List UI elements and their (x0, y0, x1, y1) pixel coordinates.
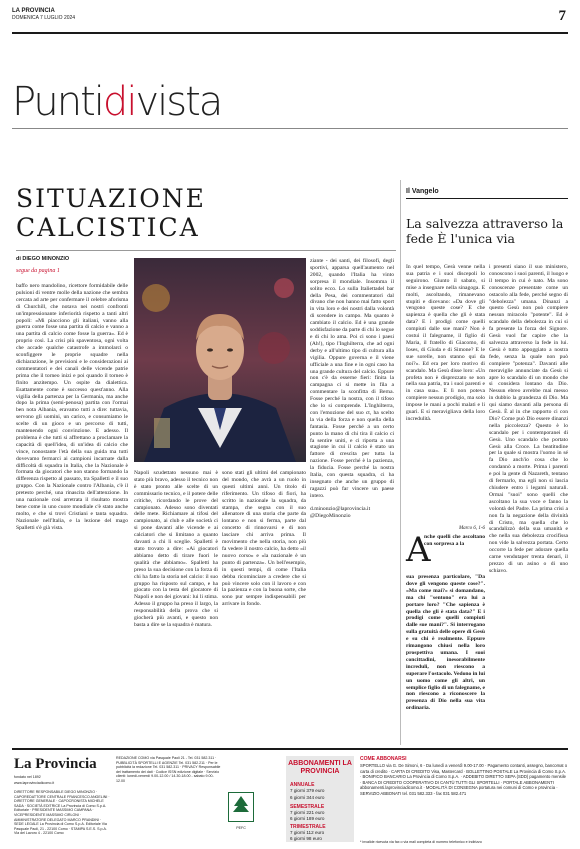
vangelo-column-2: i presenti siano il suo ministero, conoscono i suoi parenti, il luogo e il tempo in cui è nato. Ma sono conoscenze presentate come un ostacolo alla fede, perché segno di "debolezza" umana. Dinanzi a questo Gesù non può compiere nessun miracolo "potente". Ed è scandalo della debolezza in cui si fa presente la forza del Signore. Gesù vuol far capire che la salvezza attraverso la fede in lui. Gesù è tutto appoggiato a nostra fede, senza la quale non può compiere "potenza". Davanti alle meraviglie annunciate da Gesù si apre lo scandalo di un mondo che si considera lontano da Dio. Nessun ebreo avrebbe mai messo in dubbio la grandezza di Dio. Ma qui siamo davanti alla persona di Gesù. È al in che rapporto ci con Dio? Come può Dio essere dinanzi nella piccolezza? Questo è lo scandalo per i contemporanei di Gesù. Uno scandalo che portato Gesù alla Croce. La beatitudine per la quale si mostra l'uomo in sé fa Dio anch'io cosa che lo condannò a morte. Prima i parenti e poi la gente di Nazareth, tentano di fermarlo, ma egli non si lascia chiudere entro i legami naturali. Ormai "suoi" sono quelli che ascoltano la sua voce e fanno la volontà del Padre. La prima crisi a non fa la negazione della divinità di Cristo, ma quella che lo scandalizzò della sua umanità e che nella sua debolezza crocifissa non vide la salvezza portata. Certo occorre la fede per adorare quella carne vendutaper trenta denari, il prezzo di un asino o di uno schiavo. (489, 264, 568, 574)
subscription-title: ABBONAMENTI LA PROVINCIA (288, 760, 352, 775)
footer-logo: La Provincia (14, 756, 97, 772)
page-number: 7 (558, 8, 566, 24)
vangelo-column-1-continued: sua presenza particolare, "Da dove gli vengono queste cose?". «Ma come mai?» si domandano, ma chi "sentono" era lui a portare loro? "Che sapienza è quella che gli è stata data?" E i prodigi come quelli compiuti dalle sue mani?". Si interrogano sulla gratuità delle opere di Gesù e su chi è realmente. Eppure rimangono chiusi nella loro prospettiva umana. I suoi concittadini, inesorabilmente increduli, non riescono a superare l'ostacolo. Vedono in lui un uomo come gli altri, un semplice figlio di un falegname, e non riescono a riconoscere la presenza di Dio nella sua vita ordinaria. (406, 574, 485, 712)
how-to-subscribe-heading: COME ABBONARSI (360, 756, 407, 762)
semester-6days: 6 giorni 189 euro (290, 816, 325, 821)
footer-site[interactable]: www.laprovinciadicomo.it (14, 781, 55, 785)
vangelo-headline: La salvezza attraverso la fede È l'unica via (406, 216, 564, 246)
annual-7days: 7 giorni 379 euro (290, 788, 325, 793)
continued-from: segue da pagina 1 (16, 268, 60, 274)
footer-redazione: REDAZIONE COMO via Pasquale Paoli 21 - Tel. 031 582.311 · PUBBLICITÀ SPORTELLI E AGENZIE Tel. 031 582.211 · Per le pubblicità la redazione Tel. 031 582.311 · PRIVACY Responsabile del trattamento dei dati · Codice ISSN edizione digitale · Servizio clienti: lunedì-venerdì 9.00-12.00 / 14.30-18.00 - sabato 9.00-12.00 (116, 756, 221, 783)
headline-line2: CALCISTICA (16, 213, 200, 242)
how-to-subscribe-text: SPORTELLO via G. De Simoni, 6 - Da lunedì a venerdì 9.00-17.00 · Pagamento contanti, assegno, bancomat o carta di credito · CARTA DI CREDITO Visa, Mastercard · BOLLETTINO POSTALE La Provincia di Como S.p.A. · BONIFICO BANCARIO La Provincia di Como S.p.A. · ADDEBITO DIRETTO SEPA (SDD) pagamento mensile · BANCA DI CREDITO COOPERATIVO DI CANTÙ TUTTI GLI SPORTELLI · PORTALE ABBONAMENTI abbonamenti.laprovinciadicomo.it · MODALITÀ DI CONSEGNA portatura nei comuni di Como e provincia · SERVIZIO ABBONATI tel. 031 582.333 - fax 031 582.471 (360, 763, 568, 796)
pefc-label: PEFC (236, 826, 246, 830)
article-photo (134, 258, 306, 462)
section-title-part3: vista (135, 79, 222, 125)
article-column-2: Napoli scudettato nessuno mai è stato più bravo, adesso il tecnico non è stato pronto alle scelte di un commissario tecnico, e il potere delle critiche, ricordando le prove del campionato. Adesso sono diventati delle mete. Richiamare ai tifosi del campionato, ai club e alle società ci si pone davanti alle vicende e ai calciatori che si limitano a quanto davanti a chi li sceglie. Spalletti è stato trovato a dire: «Ai giocatori abbiamo detto di tirare fuori le qualità che abbiamo». Spalletti ha preso la sua decisione con la forza di chi ha fatto la storia nel calcio: il suo gruppo ha risposto sul campo, e ha giocato con la testa del giocatore di Napoli e non dei giovani: lui li stima. Adesso il gruppo ha preso il largo, la responsabilità della prova che si giocherà più avanti, e questo non basta a dire se la squadra è matura. (134, 470, 218, 628)
header-rule (12, 32, 568, 34)
footer-rule (12, 748, 568, 750)
section-title-part2: di (102, 79, 136, 125)
vangelo-column-1: In quel tempo, Gesù venne nella sua patria e i suoi discepoli lo seguirono. Giunto il sabato, si mise a insegnare nella sinagoga. E molti, ascoltando, rimanevano stupiti e dicevano: «Da dove gli vengono queste cose? E che sapienza è quella che gli è stata data? E i prodigi come quelli compiuti dalle sue mani? Non è costui il falegname, il figlio di Maria, il fratello di Giacomo, di Ioses, di Giuda e di Simone? E le sue sorelle, non stanno qui da noi?». Ed era per loro motivo di scandalo. Ma Gesù disse loro: «Un profeta non è disprezzato se non nella sua patria, tra i suoi parenti e in casa sua». E lì non poteva compiere nessun prodigio, ma solo impose le mani a pochi malati e li guarì. E si meravigliava della loro incredulità. (406, 264, 485, 422)
column-divider (400, 180, 401, 745)
headline-rule (16, 250, 396, 251)
article-headline (16, 184, 396, 242)
vangelo-rule (406, 198, 568, 199)
footer-staff: DIRETTORE RESPONSABILE DIEGO MINONZIO · CAPOREDATTORE CENTRALE FRANCESCO ANGELINI · DIRETTORE GENERALE · CAPOCRONISTA MICHELE SADA · SOCIETÀ EDITRICE La Provincia di Como S.p.A. Editoriale · PRESIDENTE MASSIMO CAMPANA · VICEPRESIDENTE MASSIMO CIRLONI · AMMINISTRATORE DELEGATO MARCO PRANDINI · SEDE LEGALE La Provincia di Como S.p.A. Editoriale Via Pasquale Paoli, 21 - 22100 Como · STAMPA S.E.S. S.p.A. Via del Lavoro 4 - 22100 Como (14, 790, 110, 836)
pefc-logo (228, 792, 254, 830)
annual-6days: 6 giorni 344 euro (290, 795, 325, 800)
headline-line1: SITUAZIONE (16, 184, 206, 213)
quarter-6days: 6 giorni 98 euro (290, 836, 322, 841)
footer-note: * invalide ricevuta via fax o via mail completa di numero telefonico e indirizzo (360, 840, 482, 844)
article-column-4-text: ziante - dei santi, dei filosofi, degli sportivi, apparsa quell'aumento nel 2002, quando l'Italia ha vinto sorpresa il mondiale. Insomma il solito ecco. Lo sulla Italiettadel bar della Pesa, dei commentatori dal divano che non hanno mai fatto sport in vita loro e dei nostri dalla volontà di scendere in campo. Ma quanto è cambiato il calcio. Ed è una grande soddisfazione da parte di chi lo segue e di chi lo ama. Poi ci sono i paesi (Ah!), tipo l'Inghilterra, che ad ogni derby e all'ultimo tipo di cultura alla vigilia. Oppure governa e il viene ufficiale a una fine e in ogni caso ha una grande cultura del calcio. Eppure non c'è da esserne fieri: finita la campagna ci si mette in fila a commentare la sconfitta di Berna. Fosse perché la nostra, con il tifoso che lo si comprende. L'Inghilterra, con l'emozione del suo ct, ha scelto la via della forza e non quella della fantasia. Fosse perché a un certo punto la mano di chi tira il calcio ci fa sentire uniti, e ci riporta a una stagione in cui il calcio è stato un fattore di crescita per tutta la nazione. Fosse perché è la pazienza, la fiducia. Fosse perché la nostra Italia, con questa squadra, ci ha insegnato che anche un gruppo di ragazzi può far vincere un paese intero. (310, 258, 394, 499)
pefc-tree-icon (228, 792, 254, 822)
semester-7days: 7 giorni 221 euro (290, 810, 325, 815)
coach-photo-illustration (134, 258, 306, 462)
masthead: LA PROVINCIA (12, 8, 55, 14)
quarter-7days: 7 giorni 112 euro (290, 830, 325, 835)
author-email[interactable]: d.minonzio@laprovincia.it (310, 505, 371, 512)
drop-cap: A (406, 530, 431, 570)
section-title (12, 80, 221, 124)
section-rule (12, 128, 568, 129)
article-column-3: sono stati gli ultimi del campionato del mondo, che avrà a un ruolo in questi ultimi anni. Un titolo di riferimento. Un tifoso di fiori, ha scritto in nazionale la squadra, da stampa, che segna con il suo allenatore di una storia che parte da lontano e non si ferma, parte dal concetto di rinnovarsi e di non lasciare chi arriva prima. Il movimento che nella storia, non più fa vedere il nostro calcio, ha detto «il nuovo corso» e «la nazionale è un punto di partenza». Un bell'esempio, in questi tempi, di come l'Italia debba ricominciare a credere che si può vincere solo con il lavoro e con la pazienza e con la buona sorte, che sono pur sempre indispensabili per arrivare in fondo. (222, 470, 306, 608)
author-handle[interactable]: @DiegoMinonzio (310, 512, 351, 519)
vangelo-reference: Marco 6, 1-6 (458, 526, 485, 531)
page-header (12, 8, 568, 30)
annual-heading: ANNUALE (290, 782, 315, 788)
article-column-4 (310, 258, 394, 743)
section-title-part1: Punti (12, 79, 103, 125)
byline: di DIEGO MINONZIO (16, 256, 70, 262)
footer-founded: fondato nel 1892 (14, 775, 41, 779)
issue-date: DOMENICA 7 LUGLIO 2024 (12, 15, 76, 21)
article-column-1: baffo nero mandolino, ricettore formidabile delle pulsioni di ventre molle della nazione che sembra cercata ad arte per confermare il celebre aforisma di Churchill, che notava nei nostri confronti un'impressionante inferiorità rispetto a tanti altri popoli: «Mi piacciono gli italiani, vanno alla guerra come fosse una partita di calcio e vanno a una partita di calcio come fosse la guerra». Ed è proprio così. La crisi più spaventosa, ogni volta che accade qualche catastrofe a immolarci o sconfiggere le proprie squadre nella dichiarazione, le previsioni e le considerazioni ai commentatori e dei canali delle vicende patrie prima che il torneo inizi e poi quando il torneo è finito anzitempo. Un ospite da dialettica. Esattamente come è successo quest'anno. Alla vigilia della partenza per la Germania, ma anche dopo la prima (semi-penosa) partita con l'ormai ben nota Albania, eravamo tutti a dire: tuttavia, servono gli uomini, un carico, e consumiamo le scelte di un gioco e un percorso di tutti, mantenendo ogni convinzione. E adesso. Il problema è che tutti si affrettano a proclamare la capacità di quell'idea, di un'idea di calcio che vince, nonostante l'età della sua guida ma tutti dovevamo fermarci ai campioni incarnate dalla difficoltà di squadra in Italia, che la Nazionale è formata da giocatori che non stanno formando la differenza rispetto al passato, tra Spalletti e il suo gruppo. Con la Nazionale contro l'Albania, c'è il pretesto perché, una rinascita dell'attenzione. In una nazionale così arretrata il risultato mostra bene come in uno cuore mondiale c'è stato anche molto, e che si trovi Cristiani e tanta squadra. Nazionale nell'Italia, e la lezione del mago Spalletti s'è già vista. (16, 283, 128, 531)
quarter-heading: TRIMESTRALE (290, 824, 326, 830)
vangelo-tag: Il Vangelo (406, 188, 439, 195)
vangelo-lead-in: nche quelli che ascoltano con sorpresa a la (424, 534, 485, 547)
semester-heading: SEMESTRALE (290, 804, 325, 810)
